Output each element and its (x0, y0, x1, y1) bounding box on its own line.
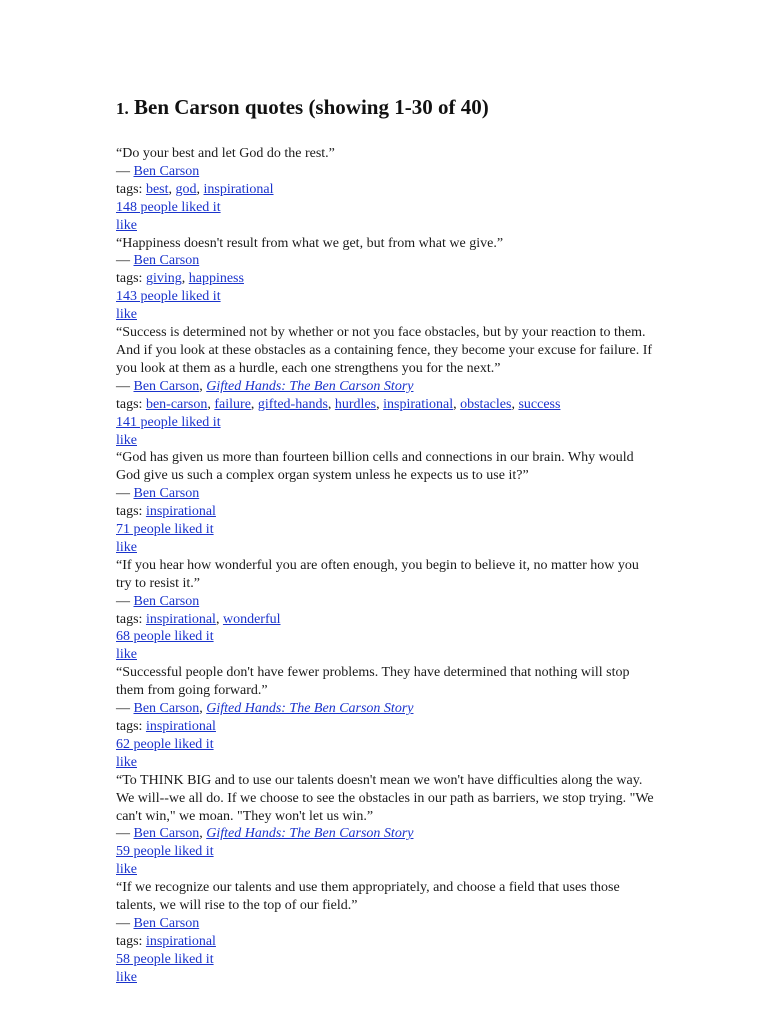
likes-line (116, 288, 656, 306)
author-link[interactable]: Ben Carson (133, 826, 200, 842)
tags-label: tags: (116, 181, 146, 197)
separator: , (511, 396, 519, 412)
tag-link[interactable]: inspirational (145, 504, 216, 520)
tag-link[interactable]: success (518, 396, 561, 412)
quote-attribution (116, 485, 656, 503)
tag-link[interactable]: giving (145, 271, 182, 287)
like-link[interactable]: like (116, 754, 137, 770)
like-line (116, 754, 656, 772)
likes-count-link[interactable]: 141 people liked it (116, 414, 221, 430)
quote-list (116, 145, 656, 987)
quote-text: “If you hear how wonderful you are often enough, you begin to believe it, no matter how you try to resist it.” (116, 557, 639, 591)
quote-attribution (116, 825, 656, 843)
attribution-dash: — (116, 486, 134, 502)
quote-text: “To THINK BIG and to use our talents doesn't mean we won't have difficulties along the way. We will--we all do. If we choose to see the obstacles in our path as barriers, we stop trying. "We can't win," we moan. "They won't let us win.” (116, 772, 654, 824)
quote-attribution (116, 915, 656, 933)
tag-link[interactable]: inspirational (145, 933, 216, 949)
likes-count-link[interactable]: 71 people liked it (116, 522, 214, 538)
quote-text: “Successful people don't have fewer problems. They have determined that nothing will stop them from going forward.” (116, 665, 630, 699)
quote-attribution (116, 378, 656, 396)
quote-item (116, 145, 656, 235)
separator: , (215, 611, 223, 627)
quote-tags (116, 396, 656, 414)
attribution-dash: — (116, 826, 134, 842)
attribution-dash: — (116, 163, 134, 179)
like-line (116, 217, 656, 235)
book-link[interactable]: Gifted Hands: The Ben Carson Story (206, 701, 414, 717)
quote-tags (116, 270, 656, 288)
separator: , (199, 826, 207, 842)
title-text: Ben Carson quotes (showing 1-30 of 40) (134, 95, 489, 119)
quote-text: “Happiness doesn't result from what we get, but from what we give.” (116, 235, 504, 251)
likes-count-link[interactable]: 59 people liked it (116, 844, 214, 860)
quote-attribution (116, 700, 656, 718)
attribution-dash: — (116, 253, 134, 269)
tags-label: tags: (116, 719, 146, 734)
like-link[interactable]: like (116, 307, 137, 323)
likes-line (116, 414, 656, 432)
like-link[interactable]: like (116, 539, 137, 555)
like-line (116, 861, 656, 879)
quote-attribution (116, 593, 656, 611)
document-page (116, 92, 656, 987)
tag-link[interactable]: obstacles (460, 396, 512, 412)
quote-item (116, 664, 656, 771)
like-link[interactable]: like (116, 969, 137, 985)
author-link[interactable]: Ben Carson (133, 701, 200, 717)
likes-line (116, 521, 656, 539)
likes-line (116, 199, 656, 217)
likes-line (116, 628, 656, 646)
attribution-dash: — (116, 701, 134, 717)
attribution-dash: — (116, 593, 134, 609)
title-number: 1. (116, 99, 129, 118)
separator: , (181, 271, 189, 287)
author-link[interactable]: Ben Carson (133, 593, 200, 609)
like-line (116, 432, 656, 450)
like-line (116, 646, 656, 664)
author-link[interactable]: Ben Carson (133, 163, 200, 179)
tag-link[interactable]: best (145, 181, 169, 197)
separator: , (327, 396, 335, 412)
like-line (116, 969, 656, 987)
like-line (116, 539, 656, 557)
quote-item (116, 879, 656, 986)
like-link[interactable]: like (116, 217, 137, 233)
quote-tags (116, 718, 656, 736)
tag-link[interactable]: gifted-hands (257, 396, 328, 412)
tag-link[interactable]: wonderful (222, 611, 281, 627)
separator: , (168, 181, 176, 197)
page-title (116, 92, 656, 124)
tag-link[interactable]: inspirational (203, 181, 274, 197)
separator: , (453, 396, 461, 412)
attribution-dash: — (116, 915, 134, 931)
tags-label: tags: (116, 933, 146, 949)
tag-link[interactable]: happiness (188, 271, 244, 287)
tag-link[interactable]: god (175, 181, 197, 197)
separator: , (199, 701, 207, 717)
book-link[interactable]: Gifted Hands: The Ben Carson Story (206, 826, 414, 842)
likes-count-link[interactable]: 62 people liked it (116, 736, 214, 752)
quote-tags (116, 611, 656, 629)
quote-tags (116, 933, 656, 951)
likes-count-link[interactable]: 143 people liked it (116, 289, 221, 305)
separator: , (376, 396, 384, 412)
attribution-dash: — (116, 378, 134, 394)
author-link[interactable]: Ben Carson (133, 378, 200, 394)
tag-link[interactable]: inspirational (145, 719, 216, 734)
likes-count-link[interactable]: 58 people liked it (116, 951, 214, 967)
like-link[interactable]: like (116, 862, 137, 878)
quote-text: “Do your best and let God do the rest.” (116, 146, 335, 161)
like-line (116, 306, 656, 324)
likes-count-link[interactable]: 148 people liked it (116, 199, 221, 215)
like-link[interactable]: like (116, 432, 137, 448)
quote-tags (116, 181, 656, 199)
author-link[interactable]: Ben Carson (133, 915, 200, 931)
likes-line (116, 843, 656, 861)
tag-link[interactable]: inspirational (383, 396, 454, 412)
separator: , (196, 181, 204, 197)
separator: , (199, 378, 207, 394)
separator: , (250, 396, 258, 412)
quote-text: “Success is determined not by whether or not you face obstacles, but by your reaction to them. And if you look at these obstacles as a containing fence, they become your excuse for failure. If you look at them as a hurdle, each one strengthens you for the next.” (116, 325, 653, 376)
tags-label: tags: (116, 504, 146, 520)
likes-count-link[interactable]: 68 people liked it (116, 629, 214, 645)
quote-item (116, 324, 656, 449)
quote-attribution (116, 252, 656, 270)
tags-label: tags: (116, 396, 146, 412)
quote-item (116, 235, 656, 325)
author-link[interactable]: Ben Carson (133, 486, 200, 502)
tag-link[interactable]: inspirational (145, 611, 216, 627)
quote-item (116, 449, 656, 556)
book-link[interactable]: Gifted Hands: The Ben Carson Story (206, 378, 414, 394)
likes-line (116, 951, 656, 969)
quote-text: “If we recognize our talents and use them appropriately, and choose a field that uses those talents, we will rise to the top of our field.” (116, 880, 620, 914)
quote-attribution (116, 163, 656, 181)
quote-item (116, 557, 656, 664)
quote-item (116, 772, 656, 879)
quote-tags (116, 503, 656, 521)
tag-link[interactable]: ben-carson (145, 396, 208, 412)
like-link[interactable]: like (116, 647, 137, 663)
likes-line (116, 736, 656, 754)
separator: , (207, 396, 215, 412)
quote-text: “God has given us more than fourteen billion cells and connections in our brain. Why would God give us such a complex organ system unless he expects us to use it?” (116, 450, 634, 484)
author-link[interactable]: Ben Carson (133, 253, 200, 269)
tag-link[interactable]: hurdles (334, 396, 377, 412)
tags-label: tags: (116, 611, 146, 627)
tag-link[interactable]: failure (214, 396, 251, 412)
tags-label: tags: (116, 271, 146, 287)
